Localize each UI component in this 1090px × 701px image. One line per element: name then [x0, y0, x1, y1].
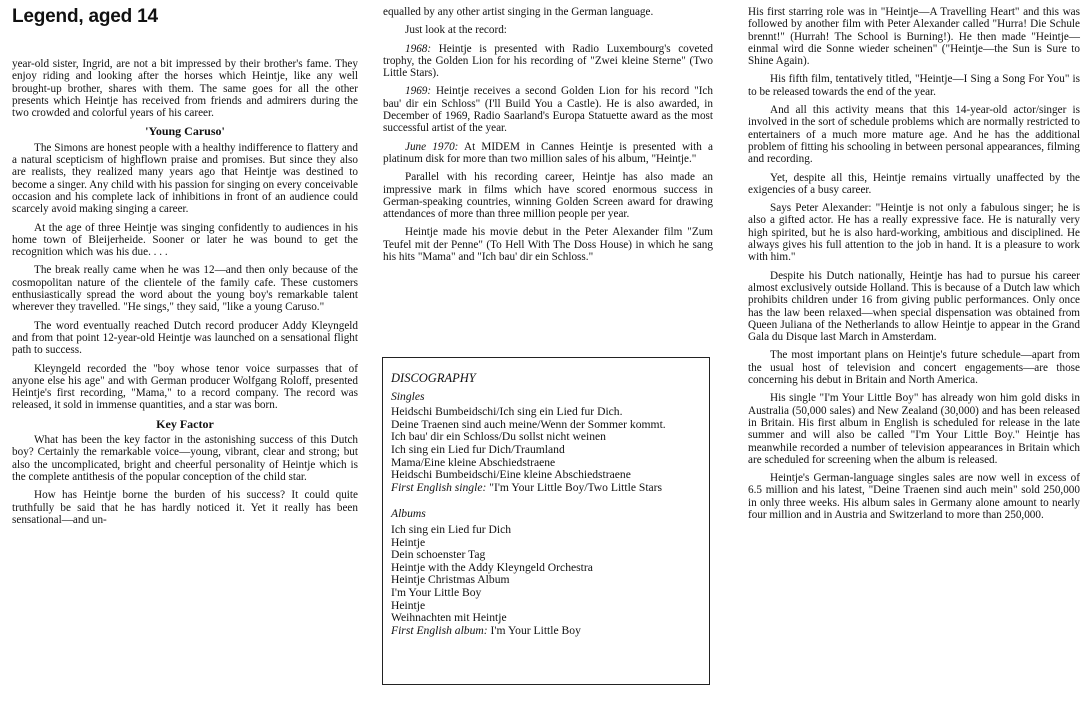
list-item: Ich sing ein Lied fur Dich	[391, 522, 512, 536]
albums-list	[391, 524, 701, 625]
list-item: Dein schoenster Tag	[391, 548, 486, 562]
first-english-album	[391, 625, 701, 638]
paragraph-1968	[383, 43, 713, 80]
list-item: Deine Traenen sind auch meine/Wenn der Sommer kommt.	[391, 417, 666, 431]
spacer	[391, 494, 701, 506]
paragraph-june-1970	[383, 141, 713, 166]
paragraph-text: Heintje receives a second Golden Lion for his record "Ich bau' dir ein Schloss" (I'll Build You a Castle). He is also awarded, in December of 1969, Radio Saarland's Europa Statuette award as the most successful artist of the year.	[383, 85, 713, 135]
paragraph: Kleyngeld recorded the "boy whose tenor voice surpasses that of anyone else his age" and with German producer Wolfgang Roloff, presented Heintje's first recording, "Mama," to a record company. The record was released, it sold in immense quantities, and a star was born.	[12, 362, 358, 412]
discography-box	[382, 357, 710, 685]
list-item: Heintje	[391, 598, 426, 612]
list-item: I'm Your Little Boy	[391, 585, 482, 599]
paragraph: equalled by any other artist singing in the German language.	[383, 6, 654, 18]
discography-title: DISCOGRAPHY	[391, 371, 476, 385]
paragraph: How has Heintje borne the burden of his success? It could quite truthfully be said that he has hardly noticed it. Yet it really has been sensational—and un-	[12, 489, 358, 526]
paragraph: Despite his Dutch nationally, Heintje has had to pursue his career almost exclusively outside Holland. This is because of a Dutch law which prohibits children under 16 from giving public performances. Only once has the law been relaxed—when special dispensation was obtained from Queen Juliana of the Netherlands to allow Heintje to appear in the Grand Gala du Disque last March in Amsterdam.	[748, 269, 1080, 344]
paragraph: year-old sister, Ingrid, are not a bit impressed by their brother's fame. They enjoy riding and looking after the horses which Heintje, like any well brought-up brother, shares with them. The same goes for all the other presents which Heintje has received from friends and admirers during the two crowded and colorful years of his career.	[12, 58, 358, 120]
paragraph: His single "I'm Your Little Boy" has already won him gold disks in Australia (50,000 sales) and New Zealand (30,000) and has been released in Britain. His first album in English is scheduled for release in the late summer and will also be called "I'm Your Little Boy." Heintje has meanwhile recorded a number of television appearances in Britain which are scheduled for screening when the album is released.	[748, 392, 1080, 466]
paragraph-1969	[383, 85, 713, 134]
paragraph: Yet, despite all this, Heintje remains virtually unaffected by the exigencies of a busy career.	[748, 171, 1080, 196]
list-item: Ich sing ein Lied fur Dich/Traumland	[391, 442, 565, 456]
paragraph: Just look at the record:	[405, 24, 507, 37]
paragraph: At the age of three Heintje was singing confidently to audiences in his home town of Bleijerheide. Sooner or later he was bound to get the recognition which was his due. . . .	[12, 221, 358, 259]
list-item: Weihnachten mit Heintje	[391, 611, 507, 625]
paragraph: The Simons are honest people with a healthy indifference to flattery and a natural scepticism of highflown praise and promises. But since they also are realists, they realized many years ago that Heintje was destined to become a singer. Any child with his passion for singing on every conceivable occasion and his complete lack of inhibitions in front of an audience could scarcely avoid making singing a career.	[12, 141, 358, 216]
article-column-2	[383, 6, 713, 269]
article-headline: Legend, aged 14	[12, 6, 158, 27]
subheading-key-factor: Key Factor	[156, 416, 214, 431]
paragraph: Says Peter Alexander: "Heintje is not only a fabulous singer; he is also a gifted actor. He has a really expressive face. He is naturally very high spirited, but he is also hard-working, ambitious and disciplined. He always gives his full attention to the job in hand. It is a pleasure to work with him."	[748, 202, 1080, 264]
first-album-title: I'm Your Little Boy	[487, 623, 581, 637]
article-column-1	[12, 6, 358, 532]
date-label: 1969:	[405, 85, 432, 98]
albums-label: Albums	[391, 507, 426, 521]
list-item: Heidschi Bumbeidschi/Ich sing ein Lied fur Dich.	[391, 405, 623, 419]
first-english-single	[391, 482, 701, 495]
paragraph: His fifth film, tentatively titled, "Heintje—I Sing a Song For You" is to be released towards the end of the year.	[748, 73, 1080, 98]
paragraph: The most important plans on Heintje's future schedule—apart from the usual host of television and concert engagements—are those concerning his debut in Britain and North America.	[748, 349, 1080, 387]
first-single-title: "I'm Your Little Boy/Two Little Stars	[486, 480, 663, 494]
paragraph: What has been the key factor in the astonishing success of this Dutch boy? Certainly the remarkable voice—young, vibrant, clear and strong; but also the uncomplicated, bright and cheerful personality of Heintje which is the complete antithesis of the popular conception of the child star.	[12, 434, 358, 483]
list-item: Heintje Christmas Album	[391, 573, 510, 587]
paragraph: And all this activity means that this 14-year-old actor/singer is involved in the sort of schedule problems which are normally restricted to entertainers of a much more mature age. And he has the additional problem of fitting his schooling in between personal appearances, filming and recording.	[748, 104, 1080, 166]
subheading-young-caruso: 'Young Caruso'	[145, 124, 225, 139]
first-single-label: First English single:	[391, 480, 487, 494]
date-label: 1968:	[405, 42, 432, 55]
list-item: Mama/Eine kleine Abschiedstraene	[391, 455, 556, 469]
paragraph: The break really came when he was 12—and then only because of the cosmopolitan nature of the clientele of the family cafe. These customers enthusiastically spread the word about the young boy's remarkable talent wherever they travelled. "He sings," they said, "like a young Caruso."	[12, 264, 358, 314]
paragraph: Heintje's German-language singles sales are now well in excess of 6.5 million and his latest, "Deine Traenen sind auch mein" sold 250,000 in only three weeks. His album sales in Germany alone amount to nearly four million and in Austria and Switzerland to more than 250,000.	[748, 472, 1080, 521]
list-item: Heintje with the Addy Kleyngeld Orchestra	[391, 560, 593, 574]
paragraph-text: At MIDEM in Cannes Heintje is presented with a platinum disk for more than two million sales of his album, "Heintje."	[383, 140, 713, 165]
paragraph: Parallel with his recording career, Heintje has also made an impressive mark in films which have scored enormous success in German-speaking countries, winning Golden Screen award for drawing attendances of more than three million people per year.	[383, 171, 713, 221]
date-label: June 1970:	[405, 140, 459, 153]
paragraph-text: Heintje is presented with Radio Luxembourg's coveted trophy, the Golden Lion for his recording of "Zwei kleine Sterne" (Two Little Stars).	[383, 42, 713, 80]
paragraph: The word eventually reached Dutch record producer Addy Kleyngeld and from that point 12-year-old Heintje was launched on a sensational flight path to success.	[12, 319, 358, 357]
list-item: Heintje	[391, 535, 426, 549]
first-album-label: First English album:	[391, 623, 488, 637]
list-item: Ich bau' dir ein Schloss/Du sollst nicht weinen	[391, 430, 606, 444]
article-column-3	[748, 6, 1080, 527]
paragraph: Heintje made his movie debut in the Peter Alexander film "Zum Teufel mit der Penne" (To Hell With The Doss House) in which he sang his hits "Mama" and "Ich bau' dir ein Schloss."	[383, 226, 713, 264]
singles-list	[391, 406, 701, 482]
singles-label: Singles	[391, 389, 425, 403]
paragraph: His first starring role was in "Heintje—A Travelling Heart" and this was followed by another film with Peter Alexander called "Hurra! Die Schule brennt!" (Hurrah! The School is Burning!). He then made "Heintje—einmal wird die Sonne wieder scheinen" ("Heintje—the Sun is Sure to Shine Again).	[748, 6, 1080, 68]
list-item: Heidschi Bumbeidschi/Eine kleine Abschiedstraene	[391, 468, 631, 482]
